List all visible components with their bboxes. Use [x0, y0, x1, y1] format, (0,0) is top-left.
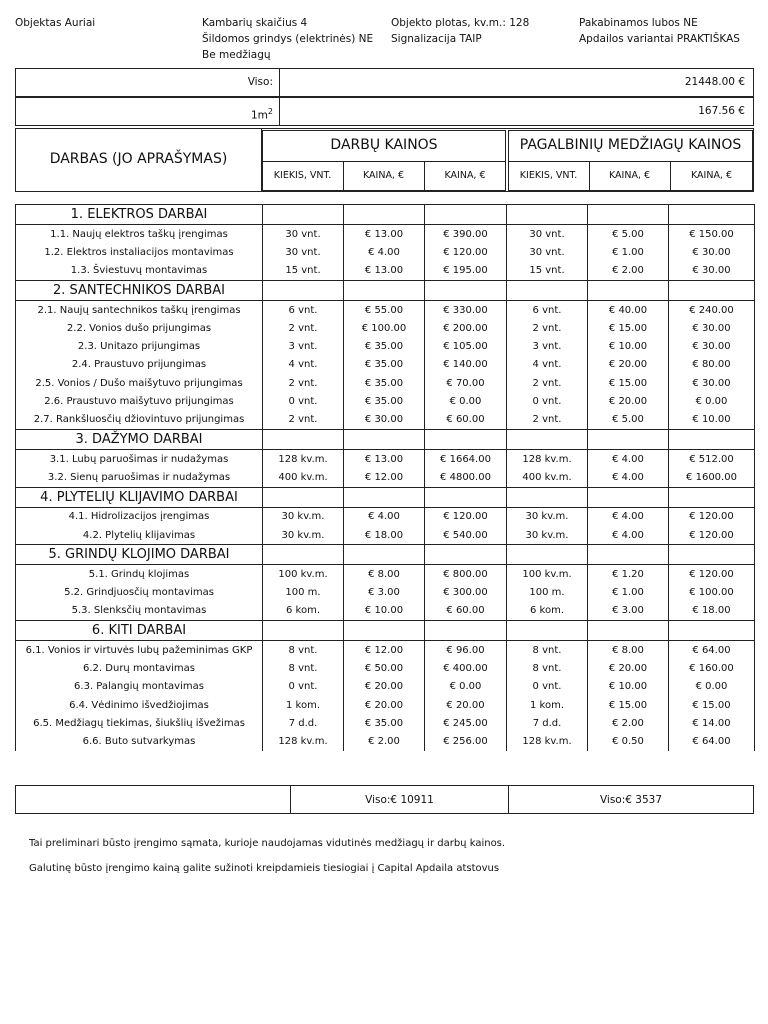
item-name: 4.2. Plytelių klijavimas: [16, 526, 263, 545]
material-unit-price: € 1.00: [588, 583, 669, 601]
table-row: [16, 602, 755, 621]
section-empty-cell: [344, 545, 425, 565]
section-row: [16, 429, 755, 449]
work-total-price: € 120.00: [425, 243, 507, 261]
material-total-price: € 120.00: [669, 565, 755, 584]
material-total-price: € 160.00: [669, 659, 755, 677]
work-total-price: € 0.00: [425, 392, 507, 410]
material-qty: 2 vnt.: [507, 374, 588, 392]
work-qty: 128 kv.m.: [263, 733, 344, 751]
work-total-price-header: KAINA, €: [444, 170, 486, 181]
work-unit-price: € 13.00: [344, 449, 425, 468]
table-row: [16, 507, 755, 526]
item-name: 6.3. Palangių montavimas: [16, 678, 263, 696]
material-qty: 400 kv.m.: [507, 468, 588, 487]
section-empty-cell: [588, 429, 669, 449]
section-empty-cell: [344, 429, 425, 449]
item-name: 3.1. Lubų paruošimas ir nudažymas: [16, 449, 263, 468]
work-total-price: € 400.00: [425, 659, 507, 677]
material-total-price: € 0.00: [669, 678, 755, 696]
material-total-price: € 30.00: [669, 243, 755, 261]
work-total-price: € 195.00: [425, 262, 507, 281]
work-qty: 30 vnt.: [263, 243, 344, 261]
material-unit-price: € 15.00: [588, 319, 669, 337]
material-qty: 8 vnt.: [507, 641, 588, 660]
material-total-price: € 120.00: [669, 507, 755, 526]
work-total-price: € 20.00: [425, 696, 507, 714]
material-unit-price: € 4.00: [588, 507, 669, 526]
material-unit-price: € 3.00: [588, 602, 669, 621]
material-total-price: € 30.00: [669, 374, 755, 392]
table-row: [16, 243, 755, 261]
total-row: [15, 68, 754, 97]
table-row: [16, 678, 755, 696]
material-qty: 0 vnt.: [507, 392, 588, 410]
material-total-price: € 150.00: [669, 225, 755, 244]
material-qty: 4 vnt.: [507, 356, 588, 374]
material-total-price: € 30.00: [669, 262, 755, 281]
material-unit-price: € 5.00: [588, 411, 669, 430]
work-unit-price: € 35.00: [344, 374, 425, 392]
work-unit-price: € 20.00: [344, 696, 425, 714]
material-qty: 7 d.d.: [507, 714, 588, 732]
work-qty: 30 vnt.: [263, 225, 344, 244]
section-empty-cell: [507, 545, 588, 565]
item-name: 6.5. Medžiagų tiekimas, šiukšlių išvežimas: [16, 714, 263, 732]
table-row: [16, 449, 755, 468]
work-qty: 100 kv.m.: [263, 565, 344, 584]
material-qty: 30 kv.m.: [507, 526, 588, 545]
note-contact: Galutinę būsto įrengimo kainą galite sužinoti kreipdamieis tiesiogiai į Capital Apdaila atstovus: [29, 863, 500, 874]
work-unit-price: € 4.00: [344, 243, 425, 261]
materials-note: Be medžiagų: [202, 49, 271, 61]
work-qty: 8 vnt.: [263, 641, 344, 660]
material-qty: 128 kv.m.: [507, 449, 588, 468]
section-empty-cell: [425, 545, 507, 565]
section-row: [16, 205, 755, 225]
section-title: 5. GRINDŲ KLOJIMO DARBAI: [16, 545, 263, 565]
item-name: 2.6. Praustuvo maišytuvo prijungimas: [16, 392, 263, 410]
material-unit-price: € 15.00: [588, 696, 669, 714]
work-qty: 2 vnt.: [263, 411, 344, 430]
work-qty: 2 vnt.: [263, 319, 344, 337]
work-unit-price: € 2.00: [344, 733, 425, 751]
material-prices-header: PAGALBINIŲ MEDŽIAGŲ KAINOS: [519, 137, 742, 153]
section-empty-cell: [425, 429, 507, 449]
table-row: [16, 319, 755, 337]
material-unit-price: € 2.00: [588, 262, 669, 281]
section-title: 6. KITI DARBAI: [16, 621, 263, 641]
work-total-price: € 1664.00: [425, 449, 507, 468]
section-row: [16, 621, 755, 641]
material-total-price: € 0.00: [669, 392, 755, 410]
work-unit-price: € 10.00: [344, 602, 425, 621]
item-name: 5.1. Grindų klojimas: [16, 565, 263, 584]
item-name: 6.1. Vonios ir virtuvės lubų pažeminimas GKP: [16, 641, 263, 660]
material-unit-price: € 4.00: [588, 449, 669, 468]
material-qty: 2 vnt.: [507, 319, 588, 337]
section-empty-cell: [507, 621, 588, 641]
material-total: Viso:€ 3537: [599, 794, 663, 806]
table-row: [16, 583, 755, 601]
table-row: [16, 356, 755, 374]
table-row: [16, 714, 755, 732]
table-row: [16, 733, 755, 751]
table-row: [16, 374, 755, 392]
work-qty: 6 vnt.: [263, 300, 344, 319]
material-qty: 2 vnt.: [507, 411, 588, 430]
material-qty: 100 kv.m.: [507, 565, 588, 584]
section-empty-cell: [425, 487, 507, 507]
heated-floors: Šildomos grindys (elektrinės) NE: [202, 33, 374, 45]
section-empty-cell: [263, 487, 344, 507]
work-desc-header: DARBAS (JO APRAŠYMAS): [49, 151, 228, 167]
totals-spacer: [16, 786, 291, 813]
material-qty: 30 vnt.: [507, 225, 588, 244]
item-name: 2.3. Unitazo prijungimas: [16, 337, 263, 355]
item-name: 2.2. Vonios dušo prijungimas: [16, 319, 263, 337]
work-unit-price: € 8.00: [344, 565, 425, 584]
section-empty-cell: [263, 280, 344, 300]
section-row: [16, 545, 755, 565]
work-total-price: € 4800.00: [425, 468, 507, 487]
section-empty-cell: [507, 205, 588, 225]
material-qty: 0 vnt.: [507, 678, 588, 696]
section-empty-cell: [425, 621, 507, 641]
item-name: 1.3. Šviestuvų montavimas: [16, 262, 263, 281]
section-title: 3. DAŽYMO DARBAI: [16, 429, 263, 449]
work-unit-price: € 55.00: [344, 300, 425, 319]
section-empty-cell: [588, 280, 669, 300]
work-unit-price: € 100.00: [344, 319, 425, 337]
material-total-price-header: KAINA, €: [690, 170, 733, 181]
work-qty: 6 kom.: [263, 602, 344, 621]
material-total-price: € 512.00: [669, 449, 755, 468]
material-qty: 15 vnt.: [507, 262, 588, 281]
work-qty: 15 vnt.: [263, 262, 344, 281]
item-name: 2.5. Vonios / Dušo maišytuvo prijungimas: [16, 374, 263, 392]
material-qty: 8 vnt.: [507, 659, 588, 677]
item-name: 2.1. Naujų santechnikos taškų įrengimas: [16, 300, 263, 319]
section-empty-cell: [344, 280, 425, 300]
material-qty: 30 vnt.: [507, 243, 588, 261]
section-row: [16, 487, 755, 507]
item-name: 5.2. Grindjuosčių montavimas: [16, 583, 263, 601]
section-empty-cell: [588, 205, 669, 225]
section-empty-cell: [344, 205, 425, 225]
table-row: [16, 526, 755, 545]
section-empty-cell: [263, 429, 344, 449]
work-unit-price-header: KAINA, €: [362, 170, 405, 181]
section-empty-cell: [263, 545, 344, 565]
section-row: [16, 280, 755, 300]
section-empty-cell: [425, 280, 507, 300]
work-total-price: € 200.00: [425, 319, 507, 337]
work-total-price: € 96.00: [425, 641, 507, 660]
material-unit-price: € 5.00: [588, 225, 669, 244]
material-qty-header: KIEKIS, VNT.: [519, 170, 578, 181]
work-total-price: € 105.00: [425, 337, 507, 355]
work-total-price: € 0.00: [425, 678, 507, 696]
table-row: [16, 337, 755, 355]
work-qty: 30 kv.m.: [263, 507, 344, 526]
section-empty-cell: [588, 487, 669, 507]
work-qty-header: KIEKIS, VNT.: [273, 170, 332, 181]
material-total-price: € 30.00: [669, 319, 755, 337]
material-qty: 100 m.: [507, 583, 588, 601]
section-empty-cell: [669, 487, 755, 507]
work-unit-price: € 50.00: [344, 659, 425, 677]
object-area: Objekto plotas, kv.m.: 128: [391, 17, 530, 29]
work-qty: 1 kom.: [263, 696, 344, 714]
table-row: [16, 300, 755, 319]
estimate-table-body: [16, 205, 755, 751]
per-m2-row: [15, 97, 754, 126]
work-qty: 128 kv.m.: [263, 449, 344, 468]
note-preliminary: Tai preliminari būsto įrengimo sąmata, kurioje naudojamas vidutinės medžiagų ir darbų kainos.: [29, 838, 506, 849]
material-qty: 6 vnt.: [507, 300, 588, 319]
work-unit-price: € 20.00: [344, 678, 425, 696]
material-qty: 30 kv.m.: [507, 507, 588, 526]
work-unit-price: € 35.00: [344, 356, 425, 374]
work-unit-price: € 3.00: [344, 583, 425, 601]
material-unit-price: € 40.00: [588, 300, 669, 319]
work-unit-price: € 4.00: [344, 507, 425, 526]
material-unit-price: € 10.00: [588, 337, 669, 355]
material-unit-price: € 20.00: [588, 659, 669, 677]
rooms-count: Kambarių skaičius 4: [202, 17, 308, 29]
work-qty: 4 vnt.: [263, 356, 344, 374]
per-m2-label: $1m^2$: [16, 98, 280, 125]
header-col1: [15, 15, 95, 31]
work-unit-price: € 30.00: [344, 411, 425, 430]
work-qty: 3 vnt.: [263, 337, 344, 355]
table-row: [16, 696, 755, 714]
section-empty-cell: [669, 280, 755, 300]
item-name: 1.1. Naujų elektros taškų įrengimas: [16, 225, 263, 244]
work-total-price: € 60.00: [425, 411, 507, 430]
work-qty: 0 vnt.: [263, 392, 344, 410]
section-empty-cell: [263, 205, 344, 225]
work-prices-header: DARBŲ KAINOS: [330, 137, 438, 153]
alarm-system: Signalizacija TAIP: [391, 33, 482, 45]
work-unit-price: € 18.00: [344, 526, 425, 545]
work-qty: 0 vnt.: [263, 678, 344, 696]
total-label: Viso:: [16, 69, 280, 96]
section-empty-cell: [669, 429, 755, 449]
section-empty-cell: [263, 621, 344, 641]
item-name: 3.2. Sienų paruošimas ir nudažymas: [16, 468, 263, 487]
work-qty: 400 kv.m.: [263, 468, 344, 487]
section-empty-cell: [507, 487, 588, 507]
estimate-table: [15, 204, 755, 751]
material-total-price: € 10.00: [669, 411, 755, 430]
work-total-price: € 120.00: [425, 507, 507, 526]
work-unit-price: € 35.00: [344, 392, 425, 410]
material-total-price: € 14.00: [669, 714, 755, 732]
section-title: 1. ELEKTROS DARBAI: [16, 205, 263, 225]
header-col4: [579, 15, 740, 47]
material-total-price: € 15.00: [669, 696, 755, 714]
work-qty: 2 vnt.: [263, 374, 344, 392]
work-unit-price: € 13.00: [344, 262, 425, 281]
item-name: 5.3. Slenksčių montavimas: [16, 602, 263, 621]
work-total: Viso:€ 10911: [291, 786, 509, 813]
material-total-price: € 120.00: [669, 526, 755, 545]
item-name: 2.7. Rankšluosčių džiovintuvo prijungimas: [16, 411, 263, 430]
section-empty-cell: [507, 429, 588, 449]
work-unit-price: € 35.00: [344, 337, 425, 355]
material-unit-price: € 8.00: [588, 641, 669, 660]
work-total-price: € 390.00: [425, 225, 507, 244]
material-unit-price-header: KAINA, €: [608, 170, 651, 181]
material-total-price: € 18.00: [669, 602, 755, 621]
item-name: 2.4. Praustuvo prijungimas: [16, 356, 263, 374]
table-row: [16, 468, 755, 487]
table-row: [16, 392, 755, 410]
table-row: [16, 225, 755, 244]
material-unit-price: € 1.00: [588, 243, 669, 261]
work-qty: 8 vnt.: [263, 659, 344, 677]
suspended-ceiling: Pakabinamos lubos NE: [579, 17, 698, 29]
item-name: 6.6. Buto sutvarkymas: [16, 733, 263, 751]
table-row: [16, 641, 755, 660]
work-total-price: € 540.00: [425, 526, 507, 545]
section-empty-cell: [507, 280, 588, 300]
section-empty-cell: [344, 621, 425, 641]
material-total-price: € 80.00: [669, 356, 755, 374]
section-empty-cell: [669, 621, 755, 641]
header-col2: [202, 15, 373, 63]
work-qty: 100 m.: [263, 583, 344, 601]
table-row: [16, 659, 755, 677]
work-total-price: € 300.00: [425, 583, 507, 601]
section-empty-cell: [588, 621, 669, 641]
material-unit-price: € 4.00: [588, 526, 669, 545]
table-row: [16, 411, 755, 430]
item-name: 1.2. Elektros instaliacijos montavimas: [16, 243, 263, 261]
work-total-price: € 70.00: [425, 374, 507, 392]
material-unit-price: € 15.00: [588, 374, 669, 392]
work-unit-price: € 13.00: [344, 225, 425, 244]
work-total-price: € 140.00: [425, 356, 507, 374]
item-name: 6.4. Vėdinimo išvedžiojimas: [16, 696, 263, 714]
material-total-price: € 64.00: [669, 733, 755, 751]
material-unit-price: € 20.00: [588, 392, 669, 410]
header-col3: [391, 15, 529, 47]
table-row: [16, 565, 755, 584]
work-qty: 7 d.d.: [263, 714, 344, 732]
material-total-price: € 100.00: [669, 583, 755, 601]
section-empty-cell: [669, 545, 755, 565]
section-empty-cell: [669, 205, 755, 225]
work-unit-price: € 12.00: [344, 468, 425, 487]
material-unit-price: € 20.00: [588, 356, 669, 374]
work-qty: 30 kv.m.: [263, 526, 344, 545]
item-name: 4.1. Hidrolizacijos įrengimas: [16, 507, 263, 526]
material-qty: 3 vnt.: [507, 337, 588, 355]
section-empty-cell: [588, 545, 669, 565]
material-unit-price: € 4.00: [588, 468, 669, 487]
work-unit-price: € 35.00: [344, 714, 425, 732]
material-unit-price: € 10.00: [588, 678, 669, 696]
section-empty-cell: [344, 487, 425, 507]
totals-row: [15, 785, 754, 814]
object-name: Objektas Auriai: [15, 17, 96, 29]
finish-variant: Apdailos variantai PRAKTIŠKAS: [579, 33, 740, 45]
work-total-price: € 330.00: [425, 300, 507, 319]
work-total-price: € 256.00: [425, 733, 507, 751]
material-unit-price: € 1.20: [588, 565, 669, 584]
material-total-price: € 30.00: [669, 337, 755, 355]
work-total-price: € 800.00: [425, 565, 507, 584]
material-unit-price: € 0.50: [588, 733, 669, 751]
per-m2-value: 167.56 €: [698, 105, 745, 117]
material-qty: 6 kom.: [507, 602, 588, 621]
work-unit-price: € 12.00: [344, 641, 425, 660]
material-total-price: € 240.00: [669, 300, 755, 319]
work-total-price: € 245.00: [425, 714, 507, 732]
section-empty-cell: [425, 205, 507, 225]
material-total-price: € 1600.00: [669, 468, 755, 487]
section-title: 4. PLYTELIŲ KLIJAVIMO DARBAI: [16, 487, 263, 507]
section-title: 2. SANTECHNIKOS DARBAI: [16, 280, 263, 300]
material-qty: 1 kom.: [507, 696, 588, 714]
work-total-price: € 60.00: [425, 602, 507, 621]
material-qty: 128 kv.m.: [507, 733, 588, 751]
table-row: [16, 262, 755, 281]
material-unit-price: € 2.00: [588, 714, 669, 732]
material-total-price: € 64.00: [669, 641, 755, 660]
total-value: 21448.00 €: [684, 76, 745, 88]
item-name: 6.2. Durų montavimas: [16, 659, 263, 677]
